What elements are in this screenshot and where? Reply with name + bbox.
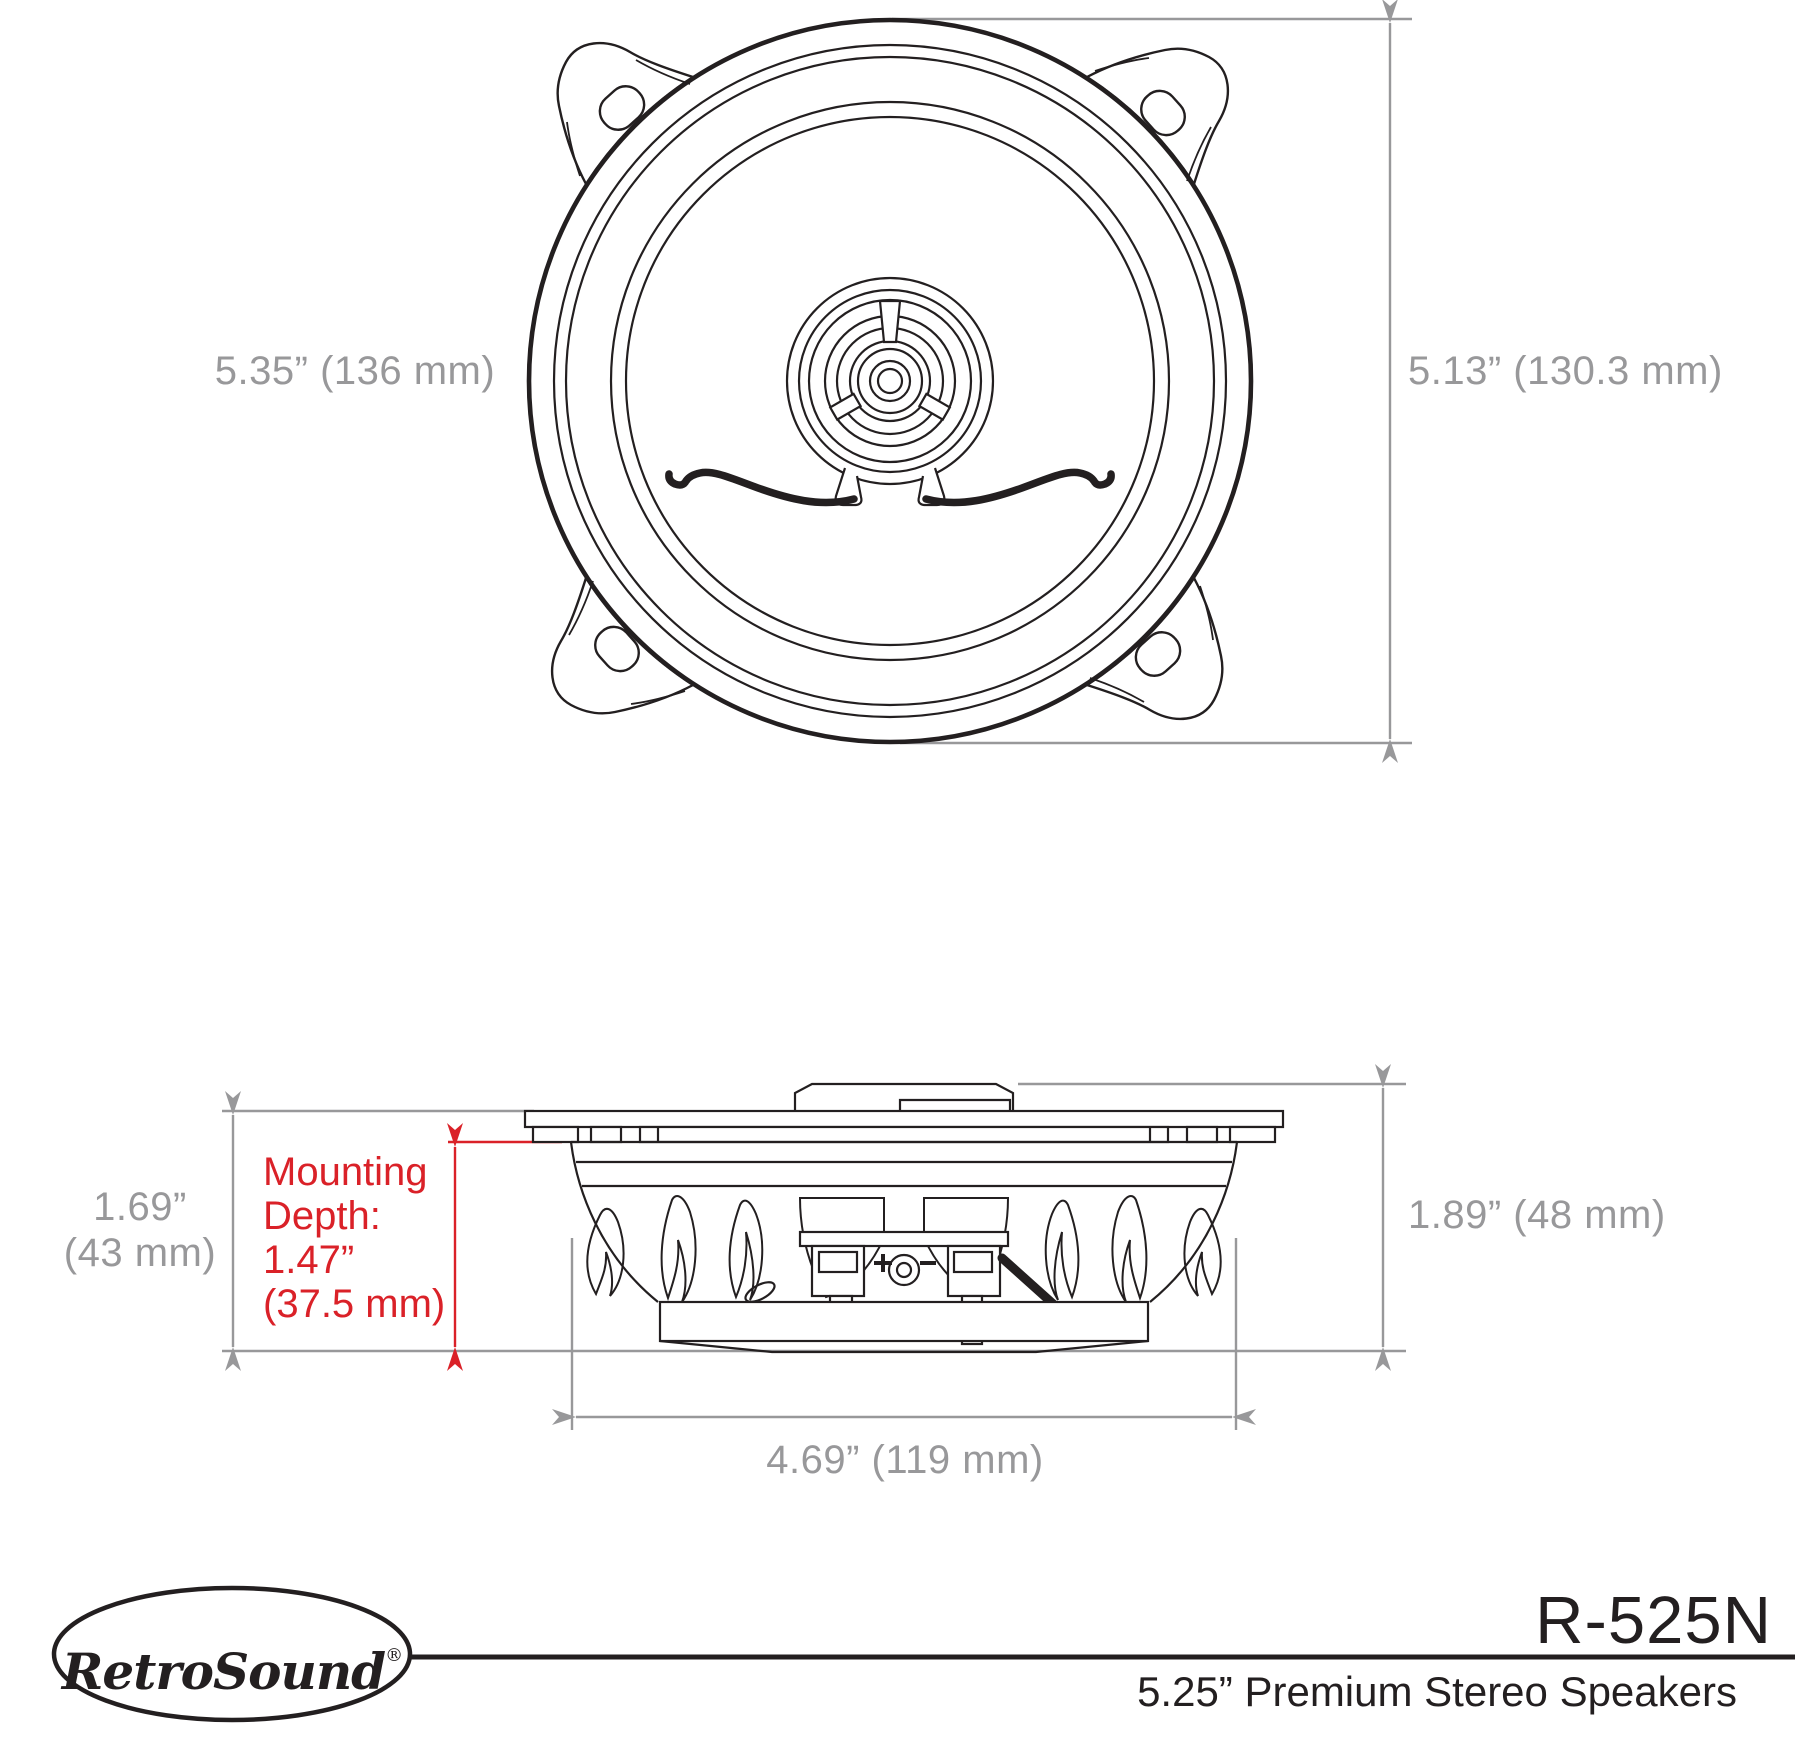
flange-plate <box>525 1111 1283 1127</box>
brand-logo <box>60 1618 405 1701</box>
brand-wordmark: RetroSound <box>61 1642 386 1701</box>
mounting-depth-dim <box>448 1142 562 1347</box>
side-height-left-label <box>35 1184 245 1276</box>
tweeter-assembly <box>787 278 993 484</box>
registered-trademark-icon: ® <box>385 1645 404 1666</box>
tweeter-spoke-left <box>830 394 860 420</box>
mounting-depth-line3: 1.47” <box>263 1238 355 1282</box>
tweeter-spoke-right <box>919 394 949 420</box>
side-width-bottom-label: 4.69” (119 mm) <box>766 1438 1044 1482</box>
front-view-drawing <box>529 20 1251 742</box>
product-subtitle: 5.25” Premium Stereo Speakers <box>1137 1668 1737 1715</box>
bowl-right-wall <box>1150 1142 1237 1302</box>
side-view-drawing <box>525 1084 1283 1352</box>
tweeter-spoke-top <box>880 301 900 342</box>
mounting-depth-line4: (37.5 mm) <box>263 1282 446 1326</box>
grille-bump <box>795 1084 1013 1111</box>
mounting-depth-line2: Depth: <box>263 1194 381 1238</box>
model-number: R-525N <box>1535 1583 1772 1658</box>
mounting-ear <box>558 43 693 184</box>
side-height-left-line1: 1.69” <box>93 1185 187 1229</box>
spacer-strip <box>533 1127 1275 1142</box>
side-height-right-label: 1.89” (48 mm) <box>1408 1193 1666 1237</box>
side-height-left-line2: (43 mm) <box>63 1231 217 1275</box>
front-width-label: 5.35” (136 mm) <box>214 349 496 393</box>
mounting-depth-label <box>263 1150 445 1326</box>
mounting-depth-line1: Mounting <box>263 1150 428 1194</box>
bowl-left-wall <box>571 1142 658 1302</box>
whisker-wires <box>669 472 1111 502</box>
magnet <box>660 1302 1148 1352</box>
front-height-label: 5.13” (130.3 mm) <box>1408 349 1723 393</box>
